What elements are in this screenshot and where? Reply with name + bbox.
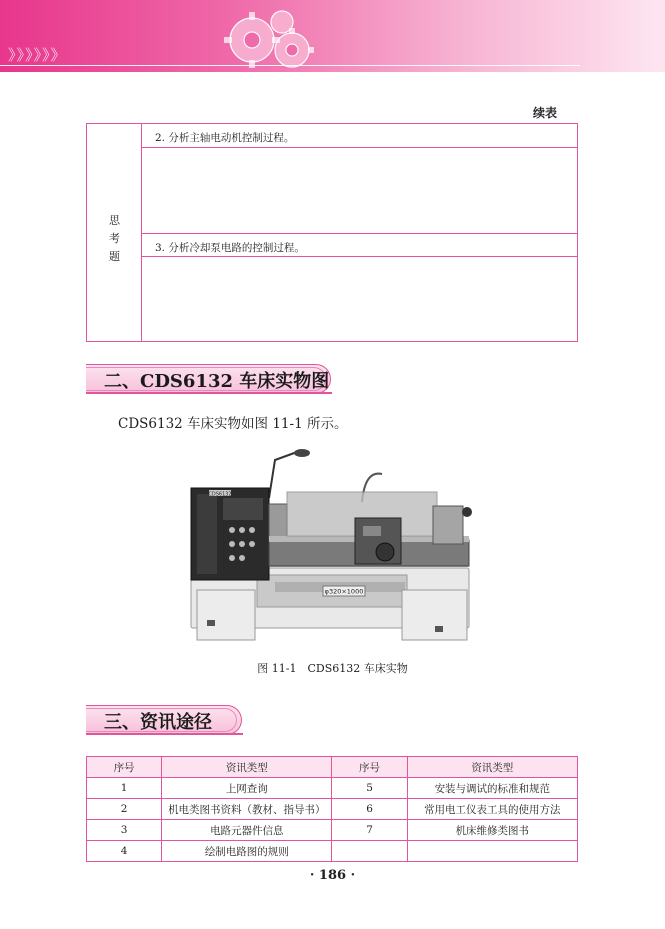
header-type-left: 资讯类型 xyxy=(162,757,332,778)
header-divider xyxy=(0,65,580,66)
header-band xyxy=(0,0,665,72)
question-2-text: 2. 分析主轴电动机控制过程。 xyxy=(155,132,295,144)
question-3-text: 3. 分析冷却泵电路的控制过程。 xyxy=(155,242,305,254)
page-number: · 186 · xyxy=(309,868,356,883)
figure-caption: 图 11-1 CDS6132 车床实物 xyxy=(257,662,408,675)
answer-area-3[interactable] xyxy=(142,257,577,341)
think-side-label: 思 考 题 xyxy=(109,214,120,263)
question-row-label xyxy=(142,234,577,257)
section-3-heading xyxy=(86,705,246,735)
lathe-photo xyxy=(187,440,474,645)
info-sources-table xyxy=(86,756,578,862)
lathe-badge: CDS6132 xyxy=(208,491,232,498)
section-3-underline xyxy=(86,733,243,735)
gear-icon xyxy=(220,6,330,72)
lathe-spec-plate: φ320×1000 xyxy=(324,587,364,596)
table-row: 2 机电类图书资料（教材、指导书） 6 常用电工仪表工具的使用方法 xyxy=(87,799,578,820)
section-2-title: 二、CDS6132 车床实物图 xyxy=(104,371,330,392)
table-row: 1 上网查询 5 安装与调试的标准和规范 xyxy=(87,778,578,799)
section-2-underline xyxy=(86,392,332,394)
answer-area-2[interactable] xyxy=(142,148,577,234)
section-2-heading xyxy=(86,364,336,394)
header-no-left: 序号 xyxy=(87,757,162,778)
header-no-right: 序号 xyxy=(332,757,407,778)
section-2-body: CDS6132 车床实物如图 11-1 所示。 xyxy=(118,416,348,432)
header-type-right: 资讯类型 xyxy=(407,757,577,778)
header-chevrons: 》》》》》》 xyxy=(8,46,67,64)
table-row: 3 电路元器件信息 7 机床维修类图书 xyxy=(87,820,578,841)
think-questions-table xyxy=(86,123,578,342)
section-3-title: 三、资讯途径 xyxy=(104,712,212,733)
think-side-cell xyxy=(87,124,142,341)
continued-label: 续表 xyxy=(533,106,558,120)
table-header-row xyxy=(87,757,578,778)
table-row: 4 绘制电路图的规则 xyxy=(87,841,578,862)
question-row-label xyxy=(142,124,577,148)
